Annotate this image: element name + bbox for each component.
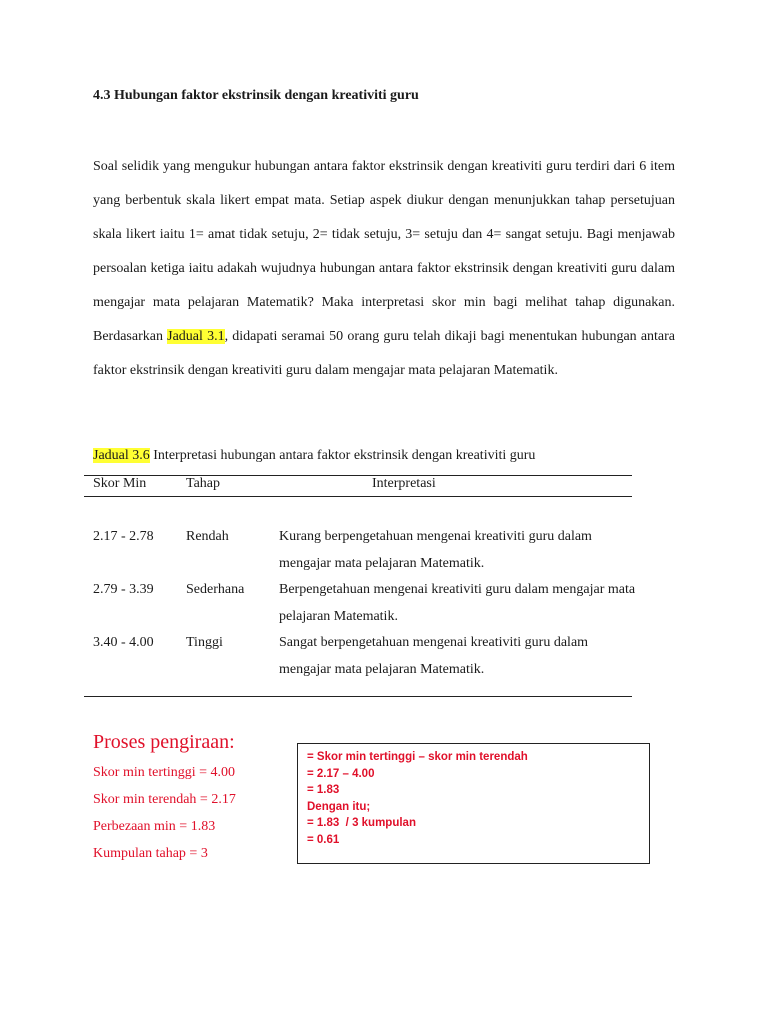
table-caption xyxy=(93,448,535,464)
table-top-rule xyxy=(84,475,632,476)
paragraph-text-2: , didapati seramai 50 orang guru telah dikaji bagi menentukan hubungan antara faktor ekstrinsik dengan kreativiti guru dalam mengajar mata pelajaran Matematik. xyxy=(93,329,676,378)
cell-tahap: Tinggi xyxy=(186,635,223,650)
box-line: Dengan itu; xyxy=(307,800,371,813)
table-header-interpretasi: Interpretasi xyxy=(372,476,436,491)
calculation-box xyxy=(297,743,650,864)
body-paragraph xyxy=(93,150,675,388)
calc-line-difference: Perbezaan min = 1.83 xyxy=(93,819,216,834)
calc-line-highest: Skor min tertinggi = 4.00 xyxy=(93,765,236,780)
cell-tahap: Rendah xyxy=(186,529,229,544)
box-line: = 1.83 xyxy=(307,784,340,796)
table-header-tahap: Tahap xyxy=(186,476,221,491)
section-heading: 4.3 Hubungan faktor ekstrinsik dengan kreativiti guru xyxy=(93,88,419,103)
calculation-box-lines xyxy=(307,749,528,848)
cell-skor-min: 3.40 - 4.00 xyxy=(93,635,154,650)
box-line: = 1.83 / 3 kumpulan xyxy=(307,817,416,829)
table-header-rule xyxy=(84,496,632,497)
box-line: = 2.17 – 4.00 xyxy=(307,767,375,780)
paragraph-text-1: Soal selidik yang mengukur hubungan antara faktor ekstrinsik dengan kreativiti guru terdiri dari 6 item yang berbentuk skala likert empat mata. Setiap aspek diukur dengan menunjukkan tahap persetujuan skala likert iaitu 1= amat tidak setuju, 2= tidak setuju, 3= setuju dan 4= sangat setuju. Bagi menjawab persoalan ketiga iaitu adakah wujudnya hubungan antara faktor ekstrinsik dengan kreativiti guru dalam mengajar mata pelajaran Matematik? Maka interpretasi skor min bagi melihat tahap digunakan. Berdasarkan xyxy=(93,159,675,344)
cell-interpretasi: Sangat berpengetahuan mengenai kreativiti guru dalam mengajar mata pelajaran Matematik. xyxy=(279,635,589,677)
table-caption-text: Interpretasi hubungan antara faktor ekstrinsik dengan kreativiti guru xyxy=(149,448,536,463)
proses-title: Proses pengiraan: xyxy=(93,731,235,753)
cell-interpretasi: Berpengetahuan mengenai kreativiti guru dalam mengajar mata pelajaran Matematik. xyxy=(279,582,636,624)
highlighted-reference: Jadual 3.1 xyxy=(167,329,225,344)
calc-line-groups: Kumpulan tahap = 3 xyxy=(93,846,208,861)
cell-skor-min: 2.17 - 2.78 xyxy=(93,529,154,544)
cell-skor-min: 2.79 - 3.39 xyxy=(93,582,154,597)
box-line: = 0.61 xyxy=(307,833,340,846)
cell-tahap: Sederhana xyxy=(186,582,245,597)
calc-line-lowest: Skor min terendah = 2.17 xyxy=(93,792,236,807)
table-header-skor-min: Skor Min xyxy=(93,476,147,491)
box-line: = Skor min tertinggi – skor min terendah xyxy=(307,751,528,763)
table-bottom-rule xyxy=(84,696,632,697)
cell-interpretasi: Kurang berpengetahuan mengenai kreativiti guru dalam mengajar mata pelajaran Matematik. xyxy=(279,529,592,571)
table-caption-label: Jadual 3.6 xyxy=(93,448,150,463)
